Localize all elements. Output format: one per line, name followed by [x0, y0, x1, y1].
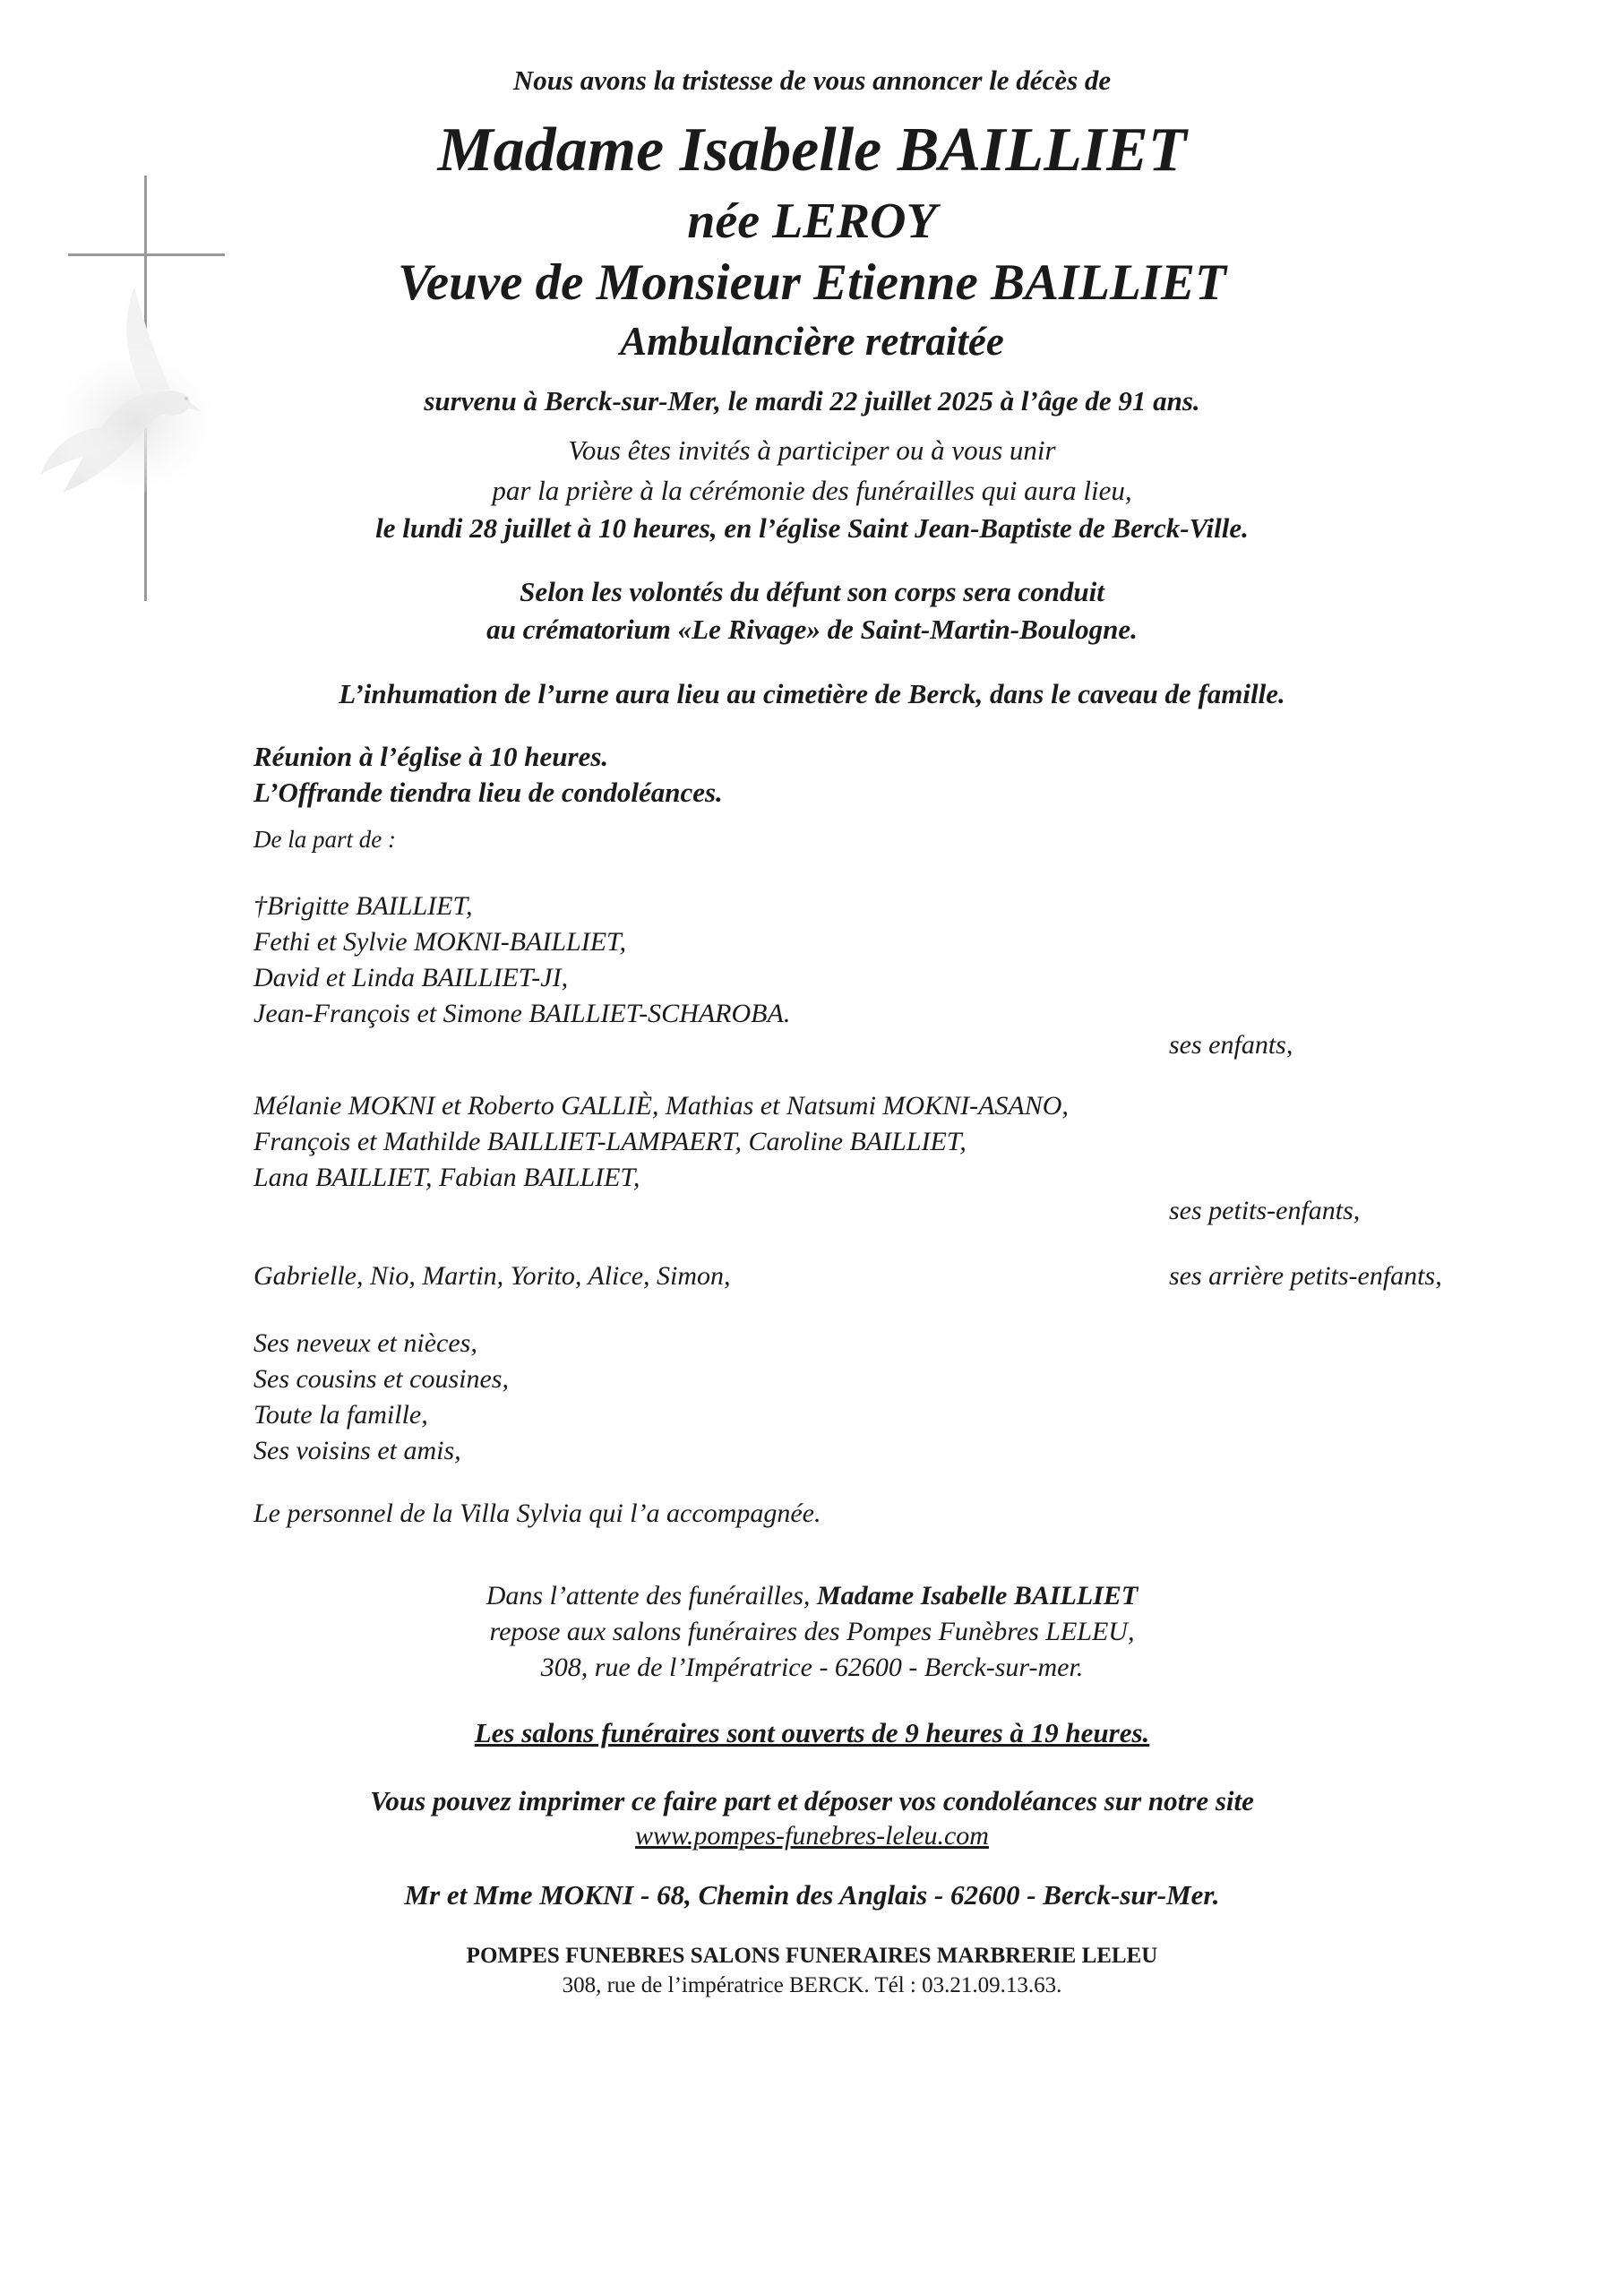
website-link[interactable]: www.pompes-funebres-leleu.com: [635, 1821, 989, 1851]
great-grandchildren-relation: ses arrière petits-enfants,: [1169, 1261, 1442, 1291]
opening-hours: Les salons funéraires sont ouverts de 9 heures à 19 heures.: [474, 1717, 1150, 1748]
rest-prefix: Dans l’attente des funérailles,: [485, 1581, 811, 1610]
wishes-line-1: Selon les volontés du défunt son corps sera conduit: [520, 576, 1104, 607]
family-line: Toute la famille,: [253, 1400, 428, 1430]
rest-name: Madame Isabelle BAILLIET: [816, 1581, 1139, 1610]
grandchildren-relation: ses petits-enfants,: [1169, 1196, 1361, 1225]
grandchild-line: François et Mathilde BAILLIET-LAMPAERT, Caroline BAILLIET,: [253, 1127, 967, 1156]
great-grandchildren-names: Gabrielle, Nio, Martin, Yorito, Alice, Simon,: [253, 1261, 731, 1291]
ceremony-line-2: par la prière à la cérémonie des funérailles qui aura lieu,: [492, 475, 1132, 506]
from-label: De la part de :: [253, 826, 396, 853]
child-name: Jean-François et Simone BAILLIET-SCHAROBA.: [253, 999, 791, 1028]
family-line: Ses voisins et amis,: [253, 1436, 461, 1465]
deceased-name: Madame Isabelle BAILLIET: [437, 116, 1187, 185]
death-line: survenu à Berck-sur-Mer, le mardi 22 juillet 2025 à l’âge de 91 ans.: [424, 385, 1200, 417]
rest-line-3: 308, rue de l’Impératrice - 62600 - Berck-sur-mer.: [540, 1653, 1084, 1682]
family-line: Ses neveux et nièces,: [253, 1328, 477, 1358]
child-name: Fethi et Sylvie MOKNI-BAILLIET,: [253, 927, 627, 957]
footer-address: 308, rue de l’impératrice BERCK. Tél : 03.21.09.13.63.: [562, 1973, 1062, 1997]
ceremony-line-3: le lundi 28 juillet à 10 heures, en l’église Saint Jean-Baptiste de Berck-Ville.: [375, 512, 1249, 544]
intro-text: Nous avons la tristesse de vous annoncer le décès de: [512, 64, 1112, 96]
maiden-name: née LEROY: [687, 193, 937, 249]
grandchild-line: Mélanie MOKNI et Roberto GALLIÈ, Mathias et Natsumi MOKNI-ASANO,: [253, 1091, 1069, 1121]
meeting-line-1: Réunion à l’église à 10 heures.: [253, 741, 609, 772]
footer-company: POMPES FUNEBRES SALONS FUNERAIRES MARBRERIE LELEU: [466, 1944, 1158, 1968]
widow-line: Veuve de Monsieur Etienne BAILLIET: [398, 254, 1226, 311]
staff-line: Le personnel de la Villa Sylvia qui l’a accompagnée.: [253, 1499, 821, 1528]
burial-line: L’inhumation de l’urne aura lieu au cimetière de Berck, dans le caveau de famille.: [339, 678, 1285, 709]
rest-line-2: repose aux salons funéraires des Pompes Funèbres LELEU,: [489, 1617, 1135, 1646]
profession: Ambulancière retraitée: [620, 319, 1004, 364]
children-relation: ses enfants,: [1169, 1030, 1293, 1060]
wishes-line-2: au crématorium «Le Rivage» de Saint-Martin-Boulogne.: [486, 614, 1138, 645]
grandchild-line: Lana BAILLIET, Fabian BAILLIET,: [253, 1163, 640, 1192]
meeting-line-2: L’Offrande tiendra lieu de condoléances.: [253, 777, 723, 808]
child-name: David et Linda BAILLIET-JI,: [253, 963, 569, 992]
rest-line-1: [0, 1581, 1624, 1611]
contact-line: Mr et Mme MOKNI - 68, Chemin des Anglais - 62600 - Berck-sur-Mer.: [404, 1879, 1220, 1911]
ceremony-line-1: Vous êtes invités à participer ou à vous unir: [568, 434, 1056, 466]
online-line: Vous pouvez imprimer ce faire part et déposer vos condoléances sur notre site: [370, 1785, 1254, 1816]
family-line: Ses cousins et cousines,: [253, 1364, 509, 1394]
child-name: †Brigitte BAILLIET,: [253, 891, 473, 921]
